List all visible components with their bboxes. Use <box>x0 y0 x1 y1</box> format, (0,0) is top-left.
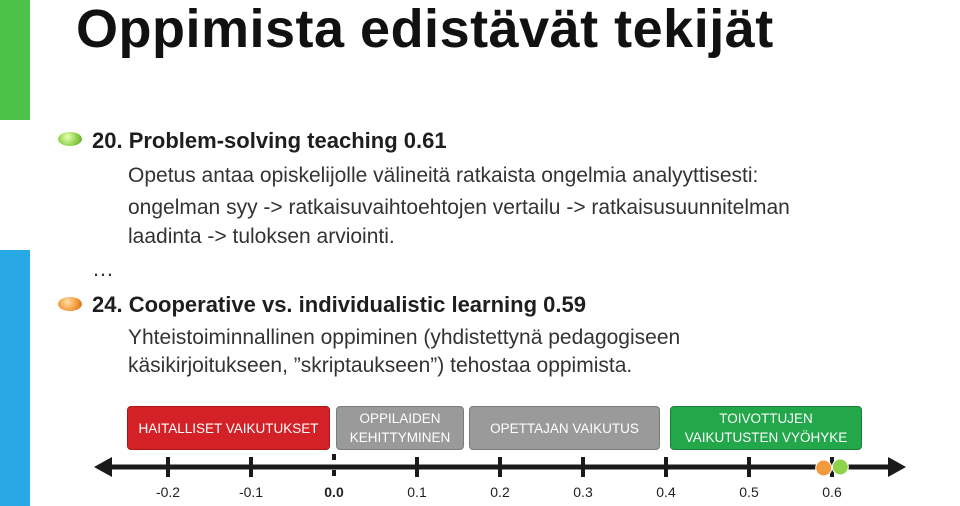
item-text-line: laadinta -> tuloksen arviointi. <box>128 225 395 248</box>
item-heading-cooperative: 24. Cooperative vs. individualistic learning 0.59 <box>92 292 586 317</box>
item-text-line: käsikirjoitukseen, ”skriptaukseen”) tehostaa oppimista. <box>128 354 633 377</box>
axis-right-arrow-icon <box>888 457 906 477</box>
category-label: HAITALLISET VAIKUTUKSET <box>138 420 319 436</box>
tick-label: 0.4 <box>656 484 676 500</box>
category-label: TOIVOTTUJEN VAIKUTUSTEN VYÖHYKE <box>684 411 848 445</box>
item-heading-problem-solving: 20. Problem-solving teaching 0.61 <box>92 128 447 153</box>
category-label: OPETTAJAN VAIKUTUS <box>490 420 639 436</box>
axis-left-arrow-icon <box>94 457 112 477</box>
item-text-line: Opetus antaa opiskelijolle välineitä ratkaista ongelmia analyyttisesti: <box>128 164 759 187</box>
item-text-line: Yhteistoiminnallinen oppiminen (yhdistettynä pedagogiseen <box>128 326 681 349</box>
tick-label: -0.2 <box>155 484 181 500</box>
ellipsis-text: … <box>92 256 114 281</box>
tick-label: 0.3 <box>573 484 593 500</box>
tick-label: 0.1 <box>407 484 427 500</box>
axis-zero-tick <box>332 454 336 460</box>
effect-marker-dot <box>816 460 832 476</box>
category-label: OPPILAIDEN KEHITTYMINEN <box>349 411 451 445</box>
tick-label: 0.5 <box>739 484 759 500</box>
item-text-line: ongelman syy -> ratkaisuvaihtoehtojen vertailu -> ratkaisusuunnitelman <box>128 196 790 219</box>
tick-label: 0.2 <box>490 484 510 500</box>
tick-label: -0.1 <box>238 484 264 500</box>
tick-label: 0.0 <box>324 484 344 500</box>
effect-marker-dot <box>832 459 848 475</box>
tick-label: 0.6 <box>822 484 842 500</box>
slide-title: Oppimista edistävät tekijät <box>76 0 774 59</box>
axis-zero-tick <box>332 470 336 476</box>
